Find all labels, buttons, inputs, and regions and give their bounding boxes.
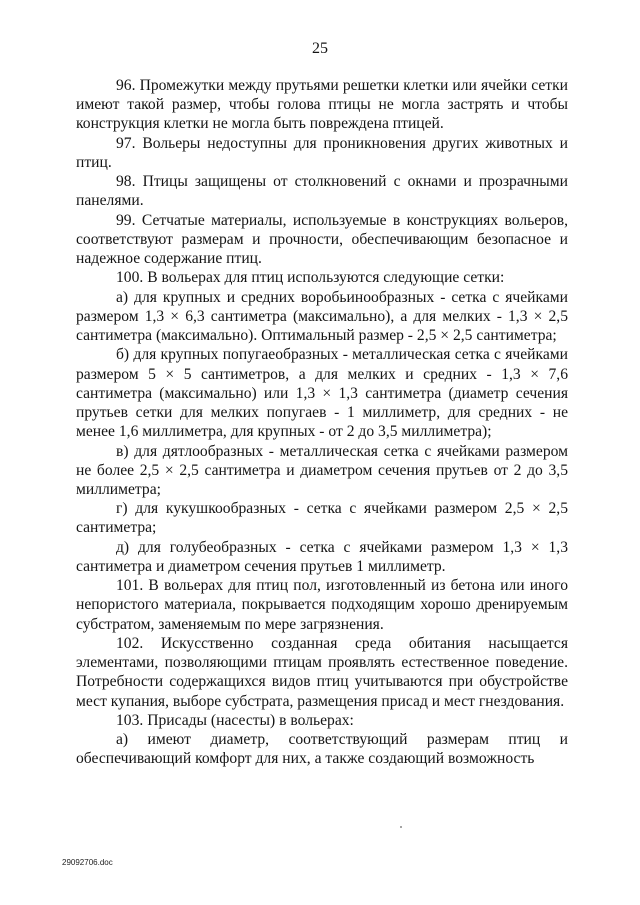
scan-speck	[400, 826, 402, 828]
paragraph-103-a: а) имеют диаметр, соответствующий размерам птиц и обеспечивающий комфорт для них, а также создающий возможность	[76, 731, 568, 768]
paragraph-98: 98. Птицы защищены от столкновений с окнами и прозрачными панелями.	[76, 173, 568, 210]
paragraph-100-d: д) для голубеобразных - сетка с ячейками размером 1,3 × 1,3 сантиметра и диаметром сечения прутьев 1 миллиметр.	[76, 538, 568, 575]
paragraph-100-g: г) для кукушкообразных - сетка с ячейками размером 2,5 × 2,5 сантиметра;	[76, 500, 568, 537]
paragraph-100-b: б) для крупных попугаеобразных - металлическая сетка с ячейками размером 5 × 5 сантиметров, а для мелких и средних - 1,3 × 7,6 сантиметра (максимально) или 1,3 × 1,3 сантиметра (диаметр сечения прутьев сетки для мелких попугаев - 1 миллиметр, для средних - не менее 1,6 миллиметра, для крупных - от 2 до 3,5 миллиметра);	[76, 346, 568, 441]
paragraph-103: 103. Присады (насесты) в вольерах:	[116, 711, 354, 729]
document-body	[76, 76, 568, 769]
document-footer-filename: 29092706.doc	[62, 858, 113, 867]
paragraph-101: 101. В вольерах для птиц пол, изготовленный из бетона или иного непористого материала, покрывается подходящим хорошо дренируемым субстратом, заменяемым по мере загрязнения.	[76, 577, 568, 633]
paragraph-96: 96. Промежутки между прутьями решетки клетки или ячейки сетки имеют такой размер, чтобы голова птицы не могла застрять и чтобы конструкция клетки не могла быть повреждена птицей.	[76, 77, 568, 133]
paragraph-100-a: а) для крупных и средних воробьинообразных - сетка с ячейками размером 1,3 × 6,3 сантиметра (максимально), а для мелких - 1,3 × 2,5 сантиметра (максимально). Оптимальный размер - 2,5 × 2,5 сантиметра;	[76, 288, 568, 345]
paragraph-100-v: в) для дятлообразных - металлическая сетка с ячейками размером не более 2,5 × 2,5 сантиметра и диаметром сечения прутьев от 2 до 3,5 миллиметра;	[76, 442, 568, 498]
paragraph-102: 102. Искусственно созданная среда обитания насыщается элементами, позволяющими птицам проявлять естественное поведение. Потребности содержащихся видов птиц учитываются при обустройстве мест купания, выборе субстрата, размещения присад и мест гнездования.	[76, 634, 568, 710]
paragraph-97: 97. Вольеры недоступны для проникновения других животных и птиц.	[76, 134, 568, 171]
paragraph-100: 100. В вольерах для птиц используются следующие сетки:	[116, 269, 505, 287]
paragraph-99: 99. Сетчатые материалы, используемые в конструкциях вольеров, соответствуют размерам и прочности, обеспечивающим безопасное и надежное содержание птиц.	[76, 211, 568, 268]
page-number: 25	[312, 40, 328, 57]
